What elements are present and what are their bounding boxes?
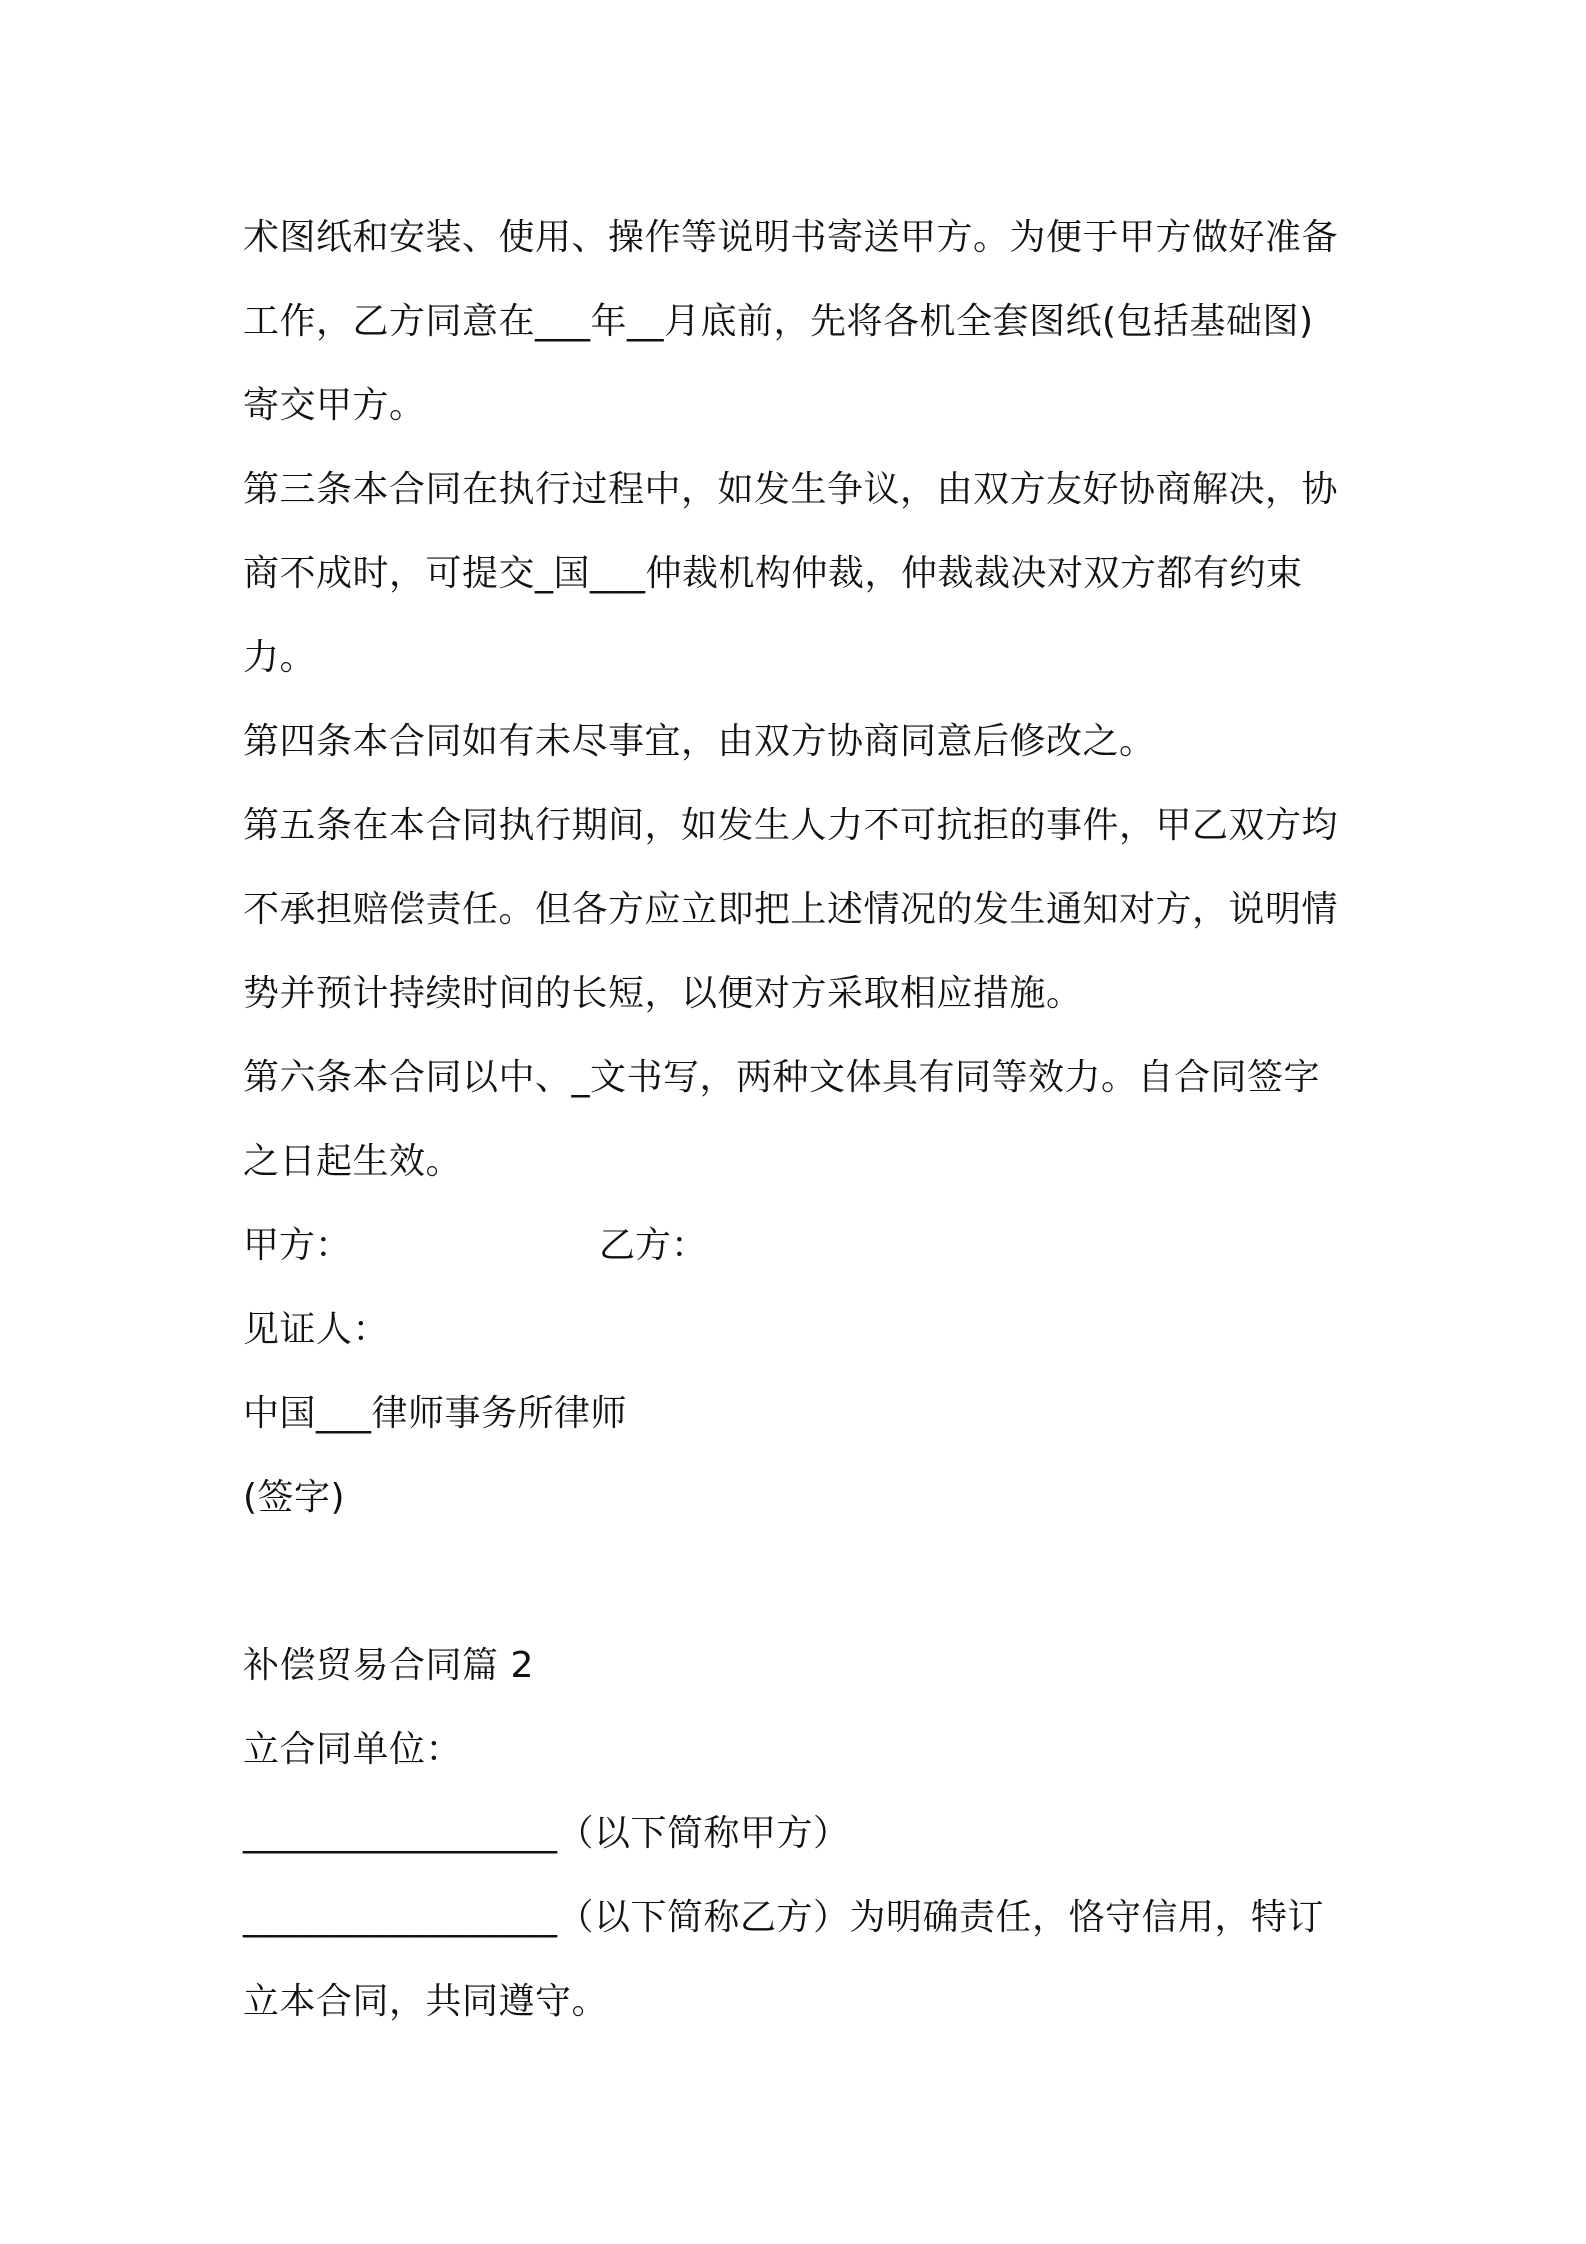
article-6-line: 第六条本合同以中、_文书写，两种文体具有同等效力。自合同签字 xyxy=(243,1057,1321,1098)
text-line: 商不成时，可提交_国___仲裁机构仲裁，仲裁裁决对双方都有约束 xyxy=(243,553,1303,594)
text-line: 工作，乙方同意在___年__月底前，先将各机全套图纸(包括基础图) xyxy=(243,301,1314,342)
article-4-line: 第四条本合同如有未尽事宜，由双方协商同意后修改之。 xyxy=(243,721,1156,762)
contract-unit-label: 立合同单位： xyxy=(243,1729,463,1770)
article-3-line: 第三条本合同在执行过程中，如发生争议，由双方友好协商解决，协 xyxy=(243,469,1339,510)
document-body xyxy=(243,196,1363,2044)
article-5-line: 第五条在本合同执行期间，如发生人力不可抗拒的事件，甲乙双方均 xyxy=(243,805,1339,846)
party-b-line: _________________（以下简称乙方）为明确责任，恪守信用，特订 xyxy=(243,1897,1325,1938)
party-b-label: 乙方： xyxy=(599,1225,708,1266)
witness-label: 见证人： xyxy=(243,1309,390,1350)
text-line: 不承担赔偿责任。但各方应立即把上述情况的发生通知对方，说明情 xyxy=(243,889,1339,930)
text-line: 之日起生效。 xyxy=(243,1141,463,1182)
text-line: 寄交甲方。 xyxy=(243,385,426,426)
text-line: 力。 xyxy=(243,637,317,678)
party-a-label: 甲方： xyxy=(243,1225,352,1266)
sign-label: (签字) xyxy=(243,1477,346,1518)
party-a-line: _________________（以下简称甲方） xyxy=(243,1813,850,1854)
lawyer-line: 中国___律师事务所律师 xyxy=(243,1393,628,1434)
text-line: 势并预计持续时间的长短，以便对方采取相应措施。 xyxy=(243,973,1083,1014)
signature-row xyxy=(243,1204,1363,1288)
closing-line: 立本合同，共同遵守。 xyxy=(243,1981,609,2022)
section-spacer xyxy=(243,1540,1363,1624)
section-title: 补偿贸易合同篇 2 xyxy=(243,1645,534,1686)
text-line: 术图纸和安装、使用、操作等说明书寄送甲方。为便于甲方做好准备 xyxy=(243,217,1339,258)
